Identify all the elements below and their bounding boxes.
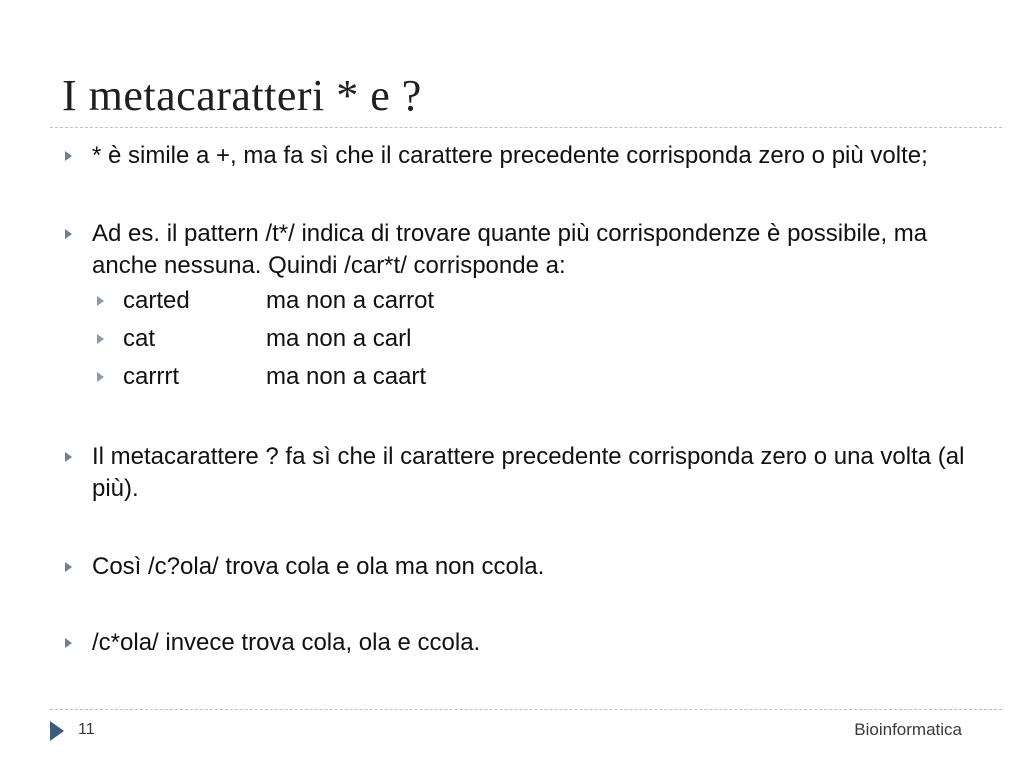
bullet-text: Ad es. il pattern /t*/ indica di trovare quante più corrispondenze è possibile, ma anche nessuna. Quindi /car*t/ corrisponde a: bbox=[92, 220, 928, 279]
bullet-arrow-icon bbox=[65, 151, 72, 161]
sub-bullet-item bbox=[62, 358, 982, 396]
slide-title: I metacaratteri * e ? bbox=[62, 71, 422, 120]
bullet-text: /c*ola/ invece trova cola, ola e ccola. bbox=[92, 629, 481, 656]
bullet-item bbox=[62, 627, 982, 659]
sub-bullet-arrow-icon bbox=[97, 296, 104, 306]
footer-arrow-icon bbox=[50, 721, 64, 741]
sub-bullet-item bbox=[62, 320, 982, 358]
slide-content bbox=[62, 140, 982, 659]
bullet-item bbox=[62, 218, 982, 282]
bullet-item bbox=[62, 441, 982, 505]
bullet-arrow-icon bbox=[65, 452, 72, 462]
sub-bullet-item bbox=[62, 282, 982, 320]
page-number: 11 bbox=[78, 721, 95, 738]
nonmatch-example: ma non a carrot bbox=[266, 287, 435, 314]
bullet-item bbox=[62, 140, 982, 172]
bullet-text: Così /c?ola/ trova cola e ola ma non ccola. bbox=[92, 553, 545, 580]
match-example: cat bbox=[123, 325, 156, 352]
title-divider bbox=[50, 127, 1002, 128]
footer-divider bbox=[50, 709, 1002, 710]
bullet-arrow-icon bbox=[65, 229, 72, 239]
sub-bullet-arrow-icon bbox=[97, 334, 104, 344]
nonmatch-example: ma non a caart bbox=[266, 363, 427, 390]
bullet-text: * è simile a +, ma fa sì che il carattere precedente corrisponda zero o più volte; bbox=[92, 142, 928, 169]
nonmatch-example: ma non a carl bbox=[266, 325, 412, 352]
sub-bullet-arrow-icon bbox=[97, 372, 104, 382]
footer-course-name: Bioinformatica bbox=[854, 720, 962, 739]
bullet-text: Il metacarattere ? fa sì che il carattere precedente corrisponda zero o una volta (al più). bbox=[92, 443, 965, 502]
bullet-arrow-icon bbox=[65, 562, 72, 572]
match-example: carrrt bbox=[123, 363, 179, 390]
bullet-arrow-icon bbox=[65, 638, 72, 648]
match-example: carted bbox=[123, 287, 190, 314]
bullet-item bbox=[62, 551, 982, 583]
